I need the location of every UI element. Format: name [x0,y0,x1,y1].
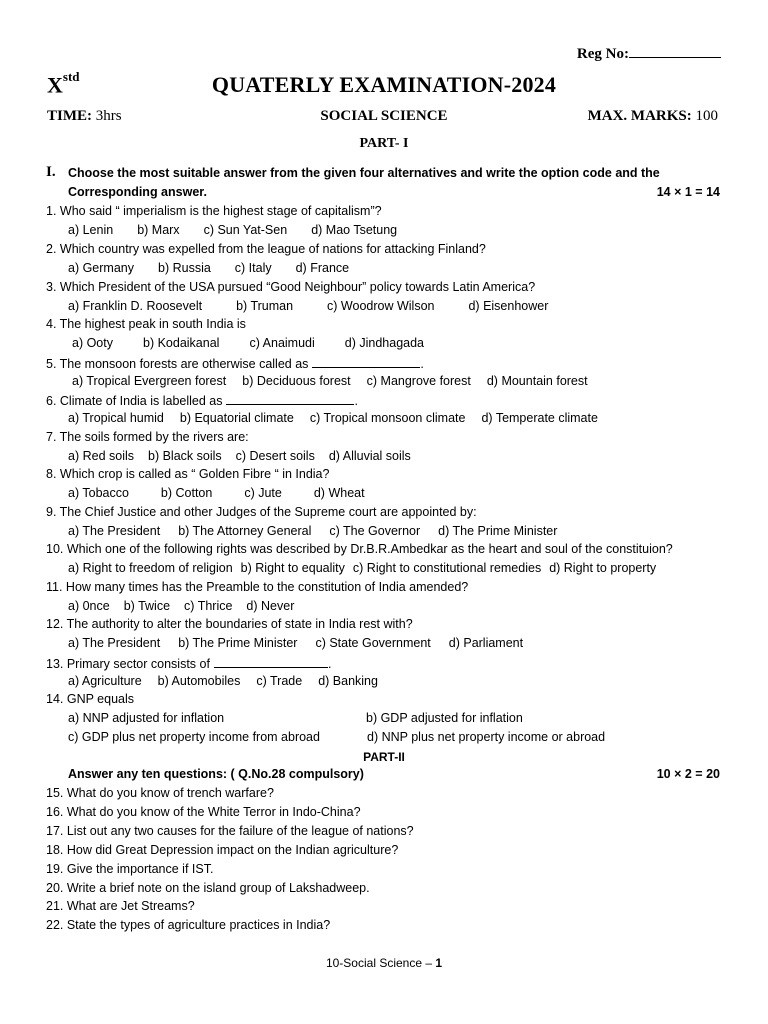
option: d) Banking [318,674,378,688]
option: d) NNP plus net property income or abroad [367,730,606,744]
short-question: 17. List out any two causes for the failure of the league of nations? [46,823,414,838]
option: d) Right to property [549,561,657,575]
question-13: 13. Primary sector consists of . [46,657,332,671]
question-text: 14. GNP equals [46,692,135,706]
option: b) Right to equality [240,561,345,575]
option: a) Tropical humid [68,411,164,425]
part-two-heading: PART-II [363,750,405,764]
answer-blank [312,355,420,368]
max-marks-value: 100 [695,108,718,124]
option: d) Temperate climate [481,411,598,425]
option: c) Desert soils [235,449,315,463]
option: d) Mountain forest [486,374,588,388]
option: d) Mao Tsetung [311,223,398,237]
option: b) Black soils [148,449,222,463]
option: c) Tropical monsoon climate [309,411,466,425]
question-text: 6. Climate of India is labelled as [46,394,223,408]
part-one-heading: PART- I [359,136,409,151]
question-text: 12. The authority to alter the boundaries of state in India rest with? [46,617,413,631]
question-12 [46,617,413,631]
class-label-main: X [47,72,63,98]
question-14 [46,692,134,706]
option: c) Woodrow Wilson [327,299,435,313]
option: c) State Government [315,636,431,650]
option: a) Ooty [72,336,113,350]
option: d) Parliament [448,636,524,650]
option: b) Cotton [160,486,213,500]
question-4 [46,317,246,331]
question-3 [46,280,535,294]
question-2 [46,242,486,256]
section-one-number: I. [46,164,56,180]
option: c) Mangrove forest [366,374,471,388]
time-label: TIME: [47,108,92,124]
short-question: 18. How did Great Depression impact on the Indian agriculture? [46,842,399,857]
option: a) The President [68,636,161,650]
question-text: 8. Which crop is called as “ Golden Fibre “ in India? [46,467,330,481]
question-13-options [68,674,394,688]
option: a) Lenin [68,223,114,237]
option: d) France [295,261,350,275]
option: a) 0nce [68,599,110,613]
option: c) Italy [234,261,272,275]
reg-no [577,43,721,63]
question-6: 6. Climate of India is labelled as . [46,394,358,408]
question-text: 3. Which President of the USA pursued “Good Neighbour” policy towards Latin America? [46,280,536,294]
option: a) Tropical Evergreen forest [72,374,227,388]
option: d) Never [246,599,295,613]
question-3-options [68,299,582,313]
short-question: 15. What do you know of trench warfare? [46,786,274,800]
option: a) Right to freedom of religion [68,561,233,575]
option: a) Germany [68,261,134,275]
question-12-options [68,636,541,650]
option: b) Marx [137,223,180,237]
option: b) GDP adjusted for inflation [366,711,523,725]
question-7-options [68,449,425,463]
question-11-options [68,599,308,613]
option: b) Russia [158,261,211,275]
question-1-options [68,223,421,237]
option: c) Thrice [184,599,233,613]
option: d) Jindhagada [344,336,424,350]
option: d) Eisenhower [468,299,549,313]
footer-page-number: 1 [435,956,443,970]
option: c) The Governor [329,524,421,538]
question-9-options [68,524,575,538]
question-5: 5. The monsoon forests are otherwise called as . [46,357,424,371]
question-text: 7. The soils formed by the rivers are: [46,430,249,444]
option: b) Truman [236,299,294,313]
option: b) Kodaikanal [143,336,220,350]
question-6-options [68,411,614,425]
option: a) NNP adjusted for inflation [68,711,225,725]
option: c) Jute [244,486,282,500]
exam-title: QUATERLY EXAMINATION-2024 [211,72,557,97]
reg-no-blank [629,43,721,58]
option: c) GDP plus net property income from abroad [68,730,320,744]
question-5-options [72,374,604,388]
section-two-instruction: Answer any ten questions: ( Q.No.28 compulsory) [68,767,364,781]
option: a) Red soils [68,449,134,463]
question-10-options [68,561,664,575]
question-8-options [68,486,397,500]
option: b) The Attorney General [178,524,312,538]
section-one-marks: 14 × 1 = 14 [656,185,720,199]
question-text: 10. Which one of the following rights was described by Dr.B.R.Ambedkar as the heart and soul of the constituion? [46,542,673,556]
question-text: 11. How many times has the Preamble to the constitution of India amended? [46,580,469,594]
question-text: 2. Which country was expelled from the league of nations for attacking Finland? [46,242,486,256]
footer-text: 10-Social Science – [325,956,436,970]
option: d) The Prime Minister [438,524,558,538]
question-8 [46,467,329,481]
option: d) Wheat [313,486,365,500]
option: c) Anaimudi [249,336,315,350]
question-text: 9. The Chief Justice and other Judges of the Supreme court are appointed by: [46,505,477,519]
option: a) Tobacco [68,486,129,500]
option: d) Alluvial soils [328,449,411,463]
short-question: 19. Give the importance if IST. [46,861,214,876]
option: c) Sun Yat-Sen [203,223,288,237]
option: b) Deciduous forest [242,374,351,388]
option: c) Right to constitutional remedies [352,561,542,575]
option: a) Agriculture [68,674,142,688]
question-text: 13. Primary sector consists of [46,657,210,671]
option: a) Franklin D. Roosevelt [68,299,203,313]
question-2-options [68,261,373,275]
short-question: 22. State the types of agriculture practices in India? [46,918,331,933]
short-question: 21. What are Jet Streams? [46,899,195,914]
section-one-instruction: Choose the most suitable answer from the given four alternatives and write the option code and the [68,166,660,180]
answer-blank [214,655,328,668]
question-4-options [72,336,454,350]
question-10 [46,542,673,556]
class-label-sup: std [62,69,80,84]
option: b) Automobiles [157,674,241,688]
reg-no-label: Reg No: [576,46,629,62]
option: c) Trade [256,674,303,688]
max-marks-label: MAX. MARKS: [587,108,692,124]
option: b) Equatorial climate [179,411,294,425]
section-one-instruction-cont: Corresponding answer. [68,185,207,199]
question-9 [46,505,477,519]
section-two-marks: 10 × 2 = 20 [656,767,720,781]
question-text: 5. The monsoon forests are otherwise called as [46,357,309,371]
time-value: 3hrs [95,108,122,124]
short-question: 16. What do you know of the White Terror in Indo-China? [46,804,361,819]
question-7 [46,430,249,444]
max-marks [588,108,718,125]
question-text: 4. The highest peak in south India is [46,317,246,331]
short-question: 20. Write a brief note on the island group of Lakshadweep. [46,880,370,895]
page-footer [0,956,768,970]
option: a) The President [68,524,161,538]
option: b) The Prime Minister [178,636,298,650]
answer-blank [226,392,354,405]
question-1 [46,204,382,218]
question-11 [46,580,468,594]
option: b) Twice [123,599,171,613]
subject-title: SOCIAL SCIENCE [320,108,448,124]
question-text: 1. Who said “ imperialism is the highest stage of capitalism”? [46,204,382,218]
